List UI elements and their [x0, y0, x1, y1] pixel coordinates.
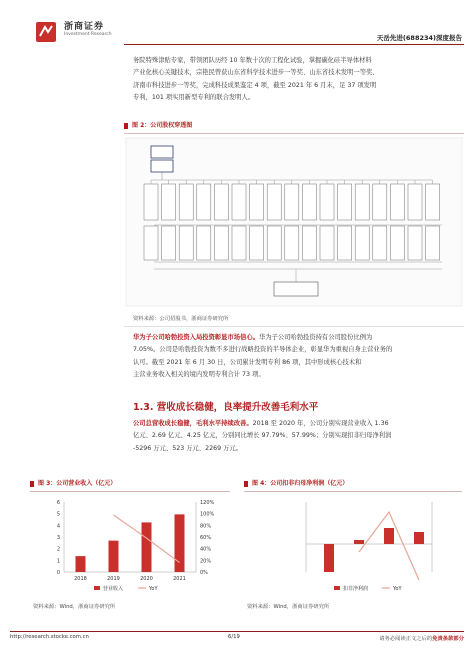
revenue-bar	[175, 514, 185, 572]
page-number: 6/19	[228, 634, 240, 640]
y-tick-label-right: 40%	[200, 546, 212, 553]
page-header	[0, 0, 474, 52]
shareholder-box	[355, 226, 369, 260]
y-tick-label-left: 1	[56, 558, 60, 565]
paragraph-lead: 华为子公司哈勃投资入局投资彰显市场信心。	[133, 334, 259, 341]
y-tick-label-left: 6	[56, 500, 60, 506]
shareholder-box	[285, 226, 299, 260]
shareholder-box	[285, 184, 299, 220]
shareholder-box	[144, 184, 158, 220]
y-tick-label-right: 120%	[200, 500, 215, 506]
shareholder-box	[144, 226, 158, 260]
x-tick-label: 2018	[74, 576, 87, 582]
figure-2-title-rule	[124, 133, 464, 134]
figure-4-title: 图 4：公司扣非归母净利润（亿元）	[252, 480, 349, 487]
text-line: 公司总营收成长稳健，毛利水平持续改善。2018 至 2020 年，公司分别实现营业收入 1.36	[133, 420, 389, 427]
controller-box	[151, 146, 173, 158]
shareholder-box	[214, 226, 228, 260]
shareholder-box	[250, 184, 264, 220]
x-tick-label: 2020	[140, 576, 153, 582]
paragraph-lead: 公司总营收成长稳健，毛利水平持续改善。	[133, 420, 253, 427]
shareholder-box	[214, 184, 228, 220]
shareholder-box	[232, 226, 246, 260]
shareholder-box	[338, 226, 352, 260]
y-tick-label-right: 60%	[200, 535, 212, 541]
shareholder-box	[179, 226, 193, 260]
shareholder-box	[373, 184, 387, 220]
y-tick-label-left: 4	[56, 523, 60, 530]
x-tick-label: 2021	[173, 576, 186, 582]
figure-4-title-bar	[244, 478, 462, 490]
revenue-bar	[142, 522, 152, 572]
footer-url[interactable]: http://research.stocke.com.cn	[10, 634, 89, 640]
shareholder-box	[197, 184, 211, 220]
legend-line-label: YoY	[393, 586, 402, 592]
text-line: 7.05%。公司是哈勃投资为数不多进行战略投资的半导体企业，彰显华为重视自身主营业务的	[133, 346, 393, 354]
shareholder-box	[267, 184, 281, 220]
legend-bar-label: 营业收入	[103, 586, 124, 592]
legend-bar-swatch	[94, 586, 100, 590]
net-profit-chart	[244, 494, 462, 598]
text-line: 亿元、2.69 亿元、4.25 亿元，分别同比增长 97.79%、57.99%；分别实现扣非归母净利润	[133, 432, 392, 440]
legend-bar-swatch	[334, 586, 340, 590]
section-heading: 1.3. 营收成长稳健，良率提升改善毛利水平	[133, 402, 319, 413]
shareholder-box	[179, 184, 193, 220]
shareholder-box	[426, 226, 440, 260]
figure-marker	[124, 123, 128, 129]
figure-2-source: 资料来源：公司招股书，浙商证券研究所	[133, 316, 229, 322]
profit-bar	[354, 540, 364, 544]
revenue-bar	[76, 556, 86, 572]
shareholder-box	[426, 184, 440, 220]
figure-4-source: 资料来源：Wind，浙商证券研究所	[247, 604, 330, 610]
shareholder-box	[197, 226, 211, 260]
text-line: -5296 万元、523 万元、2269 万元。	[133, 444, 243, 452]
source-divider	[124, 326, 464, 327]
founder-paragraph	[133, 55, 439, 105]
y-tick-label-left: 3	[56, 535, 60, 541]
shareholder-box	[162, 226, 176, 260]
text-line: 华为子公司哈勃投资入局投资彰显市场信心。华为子公司哈勃投资持有公司股份比例为	[133, 334, 373, 341]
text-line: 主营业务收入相关的境内发明专利合计 73 项。	[133, 371, 265, 379]
huawei-paragraph	[133, 332, 439, 382]
revenue-chart	[30, 494, 230, 598]
x-tick-label: 2019	[107, 576, 120, 582]
shareholder-box	[267, 226, 281, 260]
shareholder-box	[390, 184, 404, 220]
shareholder-box	[302, 184, 316, 220]
figure-2-title-bar	[124, 120, 464, 132]
yoy-line	[359, 512, 419, 580]
controller-box	[151, 160, 173, 172]
logo-english-name: Investment Research	[64, 32, 112, 37]
text-line: 专利，101 项实用新型专利的联合发明人。	[133, 94, 255, 102]
shareholder-box	[408, 184, 422, 220]
figure-2-title: 图 2：公司股权穿透图	[132, 122, 193, 129]
shareholder-box	[390, 226, 404, 260]
figure-3-source: 资料来源：Wind，浙商证券研究所	[33, 604, 116, 610]
legend-bar-label: 扣非净利润	[343, 586, 369, 592]
footer-disclaimer: 请务必阅读正文之后的免责条款部分	[379, 636, 464, 642]
profit-bar	[414, 532, 424, 544]
shareholder-box	[320, 184, 334, 220]
shareholder-box	[338, 184, 352, 220]
shareholder-box	[408, 226, 422, 260]
footer-divider	[10, 631, 464, 632]
profit-bar	[384, 528, 394, 544]
figure-3-title-bar	[30, 478, 230, 490]
profit-bar	[324, 544, 334, 572]
shareholder-box	[355, 184, 369, 220]
ownership-diagram	[124, 136, 464, 308]
header-divider	[124, 44, 464, 45]
revenue-paragraph	[133, 418, 439, 455]
report-title: 天岳先进(688234)深度报告	[376, 34, 462, 42]
y-tick-label-right: 100%	[200, 511, 215, 518]
shareholder-box	[373, 226, 387, 260]
legend-line-label: YoY	[149, 586, 158, 592]
shareholder-box	[162, 184, 176, 220]
text-line: 认可。截至 2021 年 6 月 30 日，公司累计发明专利 86 项，其中形成核心技术和	[133, 358, 362, 366]
revenue-bar	[109, 541, 119, 572]
shareholder-box	[232, 184, 246, 220]
figure-marker	[244, 481, 248, 487]
figure-3-title: 图 3：公司营业收入（亿元）	[38, 480, 117, 487]
y-tick-label-right: 20%	[200, 558, 212, 565]
company-box	[274, 282, 318, 296]
text-line: 产业化核心关键技术，宗艳民曾获山东省科学技术进步一等奖、山东省技术发明一等奖、	[133, 69, 379, 77]
y-tick-label-right: 80%	[200, 523, 212, 530]
y-tick-label-right: 0%	[200, 570, 208, 576]
text-line: 务院特殊津贴专家，带领团队历经 10 年数十次的工程化试验，掌握碳化硅半导体材料	[133, 57, 372, 64]
shareholder-box	[302, 226, 316, 260]
shareholder-box	[320, 226, 334, 260]
disclaimer-link[interactable]: 免责条款部分	[432, 636, 464, 642]
y-tick-label-left: 5	[56, 511, 60, 518]
y-tick-label-left: 0	[56, 570, 60, 576]
shareholder-box	[250, 226, 264, 260]
figure-4-title-rule	[244, 491, 462, 492]
figure-3-title-rule	[30, 491, 230, 492]
logo-chinese-name: 浙商证券	[64, 22, 105, 32]
logo-mark-icon	[36, 22, 56, 42]
figure-marker	[30, 481, 34, 487]
y-tick-label-left: 2	[56, 546, 60, 553]
broker-logo	[12, 6, 182, 46]
text-line: 济南市科技进步一等奖，完成科技成果鉴定 4 项，截至 2021 年 6 月末，足 37 项发明	[133, 81, 377, 89]
